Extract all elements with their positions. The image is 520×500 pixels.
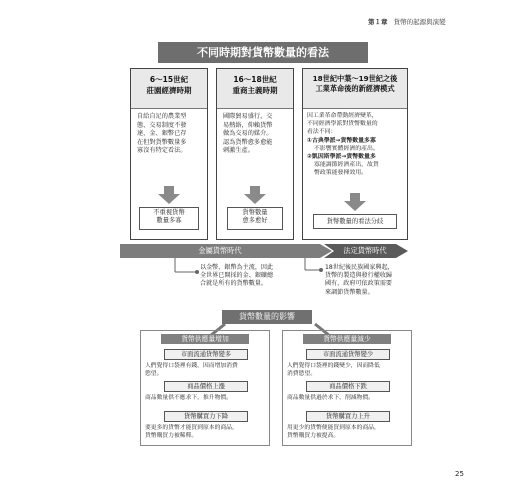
note-line: 全世界已開採的金、銀礦總 [200,272,274,280]
period-head-2-line-2: 重商主義時期 [232,86,278,95]
increase-panel [140,330,270,446]
decrease-desc-3 [287,424,411,440]
body-line: 不同經濟學派對貨幣數量的 [307,121,378,128]
body-line: 自給自足的農業型 [137,113,187,120]
period-body-1 [137,113,205,156]
increase-step-1: 市面流通貨幣變多 [164,349,248,360]
decrease-desc-2 [287,394,411,402]
period-head-1 [131,69,207,109]
desc-line: 消費慾望。 [287,371,316,378]
body-line: 刺激生產。 [223,147,254,155]
body-line: 易熱絡，仰賴貨幣 [223,121,273,129]
increase-desc-1 [145,362,269,378]
page-number: 25 [455,470,464,478]
period-head-2 [217,69,293,109]
decrease-title: 貨幣供應量減少 [303,334,391,344]
period-head-3-line-2: 工業革命後的新經濟模式 [315,84,395,93]
school-1 [307,137,405,145]
result-line: 不重視貨幣 [153,209,185,216]
period-head-3 [303,69,407,109]
result-line: 貨幣數量的看法分歧 [326,218,384,225]
body-line: 國際貿易盛行，交 [223,113,273,120]
desc-line: 人們覺得口袋裡有錢，因而增加消費 [145,363,238,369]
influence-title: 貨幣數量的影響 [222,310,312,324]
running-header [368,17,446,26]
fiat-era-connector [300,258,324,280]
note-line: 18世紀後民族國家興起， [325,264,394,271]
decrease-step-2: 商品價格下跌 [306,381,390,392]
desc-line: 慾望。 [145,371,163,378]
marker-1: ① [307,137,312,144]
main-title: 不同時期對貨幣數量的看法 [158,42,368,63]
decrease-step-3: 貨幣購買力上升 [306,411,390,422]
body-line: 達，金、銀幣已存 [137,130,187,138]
desc-line: 商品數量供過於求下，削減物價。 [287,395,374,401]
school-2 [307,153,405,161]
marker-2: ② [307,154,312,161]
school-1-line-2: 不影響實體經濟的產出。 [314,145,379,152]
note-line: 合就是所有的貨幣數量。 [200,280,268,288]
result-line: 愈多愈好 [242,217,268,225]
period-box-2 [216,68,294,240]
period-head-2-line-1: 16～18世紀 [233,75,277,84]
note-line: 貨幣的製造與發行權收歸 [325,272,393,280]
result-line: 數量多寡 [156,217,182,225]
body-line: 認為貨幣愈多愈能 [223,138,273,146]
period-result-3 [313,214,397,229]
down-arrow-icon [243,186,267,204]
result-line: 貨幣數量 [242,209,268,216]
desc-line: 貨幣購買力被稀釋。 [145,433,198,440]
chapter-label: 第１章 [368,18,388,26]
chapter-title: 貨幣的起源與演變 [393,18,446,26]
desc-line: 用更少的貨幣便能買到原本的商品， [287,425,380,431]
increase-desc-2 [145,394,269,402]
down-arrow-icon [343,193,367,211]
down-arrow-icon [157,186,181,204]
desc-line: 商品數量供不應求下，推升物價。 [145,395,232,401]
body-line: 寡沒有特定看法。 [137,147,187,155]
gold-era-band: 金屬貨幣時代 [198,246,242,255]
fiat-era-band: 法定貨幣時代 [343,246,387,255]
school-1-line-1: 古典學派→貨幣數量多寡 [312,137,376,144]
fiat-era-note [325,264,415,297]
decrease-panel [282,330,412,446]
period-body-3 [307,112,405,178]
period-box-3 [302,68,408,240]
note-line: 以金幣、銀幣為主流，因此 [200,264,274,271]
period-result-1 [139,207,199,230]
desc-line: 要更多的貨幣才能買到原本的商品， [145,425,238,431]
school-2-line-1: 凱因斯學派→貨幣數量多 [312,154,376,161]
period-body-2 [223,113,291,156]
note-line: 來調節貨幣數量。 [325,288,374,296]
decrease-step-1: 市面流通貨幣變少 [306,349,390,360]
increase-desc-3 [145,424,269,440]
period-result-2 [227,207,283,230]
gold-era-connector [170,258,200,280]
body-line: 做為交易的媒介。 [223,130,273,138]
body-line: 在但對貨幣數量多 [137,138,187,146]
desc-line: 貨幣購買力被提高。 [287,433,340,440]
body-line: 態、交易制度不發 [137,121,187,129]
decrease-desc-1 [287,362,411,378]
body-line: 因工業革命帶動經濟變革， [307,113,378,119]
school-2-line-2: 寡能調節經濟產出，故貨 [314,162,379,169]
increase-title: 貨幣供應量增加 [161,334,249,344]
gold-era-note [200,264,300,289]
period-box-1 [130,68,208,240]
period-head-1-line-1: 6～15世紀 [149,75,189,84]
period-head-1-line-2: 莊園經濟時期 [146,86,192,95]
desc-line: 人們覺得口袋裡的錢變少，因而降低 [287,363,380,369]
school-2-line-3: 幣政策能發揮效用。 [314,170,368,177]
body-line: 看法不同： [307,129,337,136]
note-line: 國有，政府可依政策需要 [325,280,393,288]
increase-step-2: 商品價格上漲 [164,381,248,392]
period-head-3-line-1: 18世紀中葉～19世紀之後 [312,74,398,83]
increase-step-3: 貨幣購買力下降 [164,411,248,422]
